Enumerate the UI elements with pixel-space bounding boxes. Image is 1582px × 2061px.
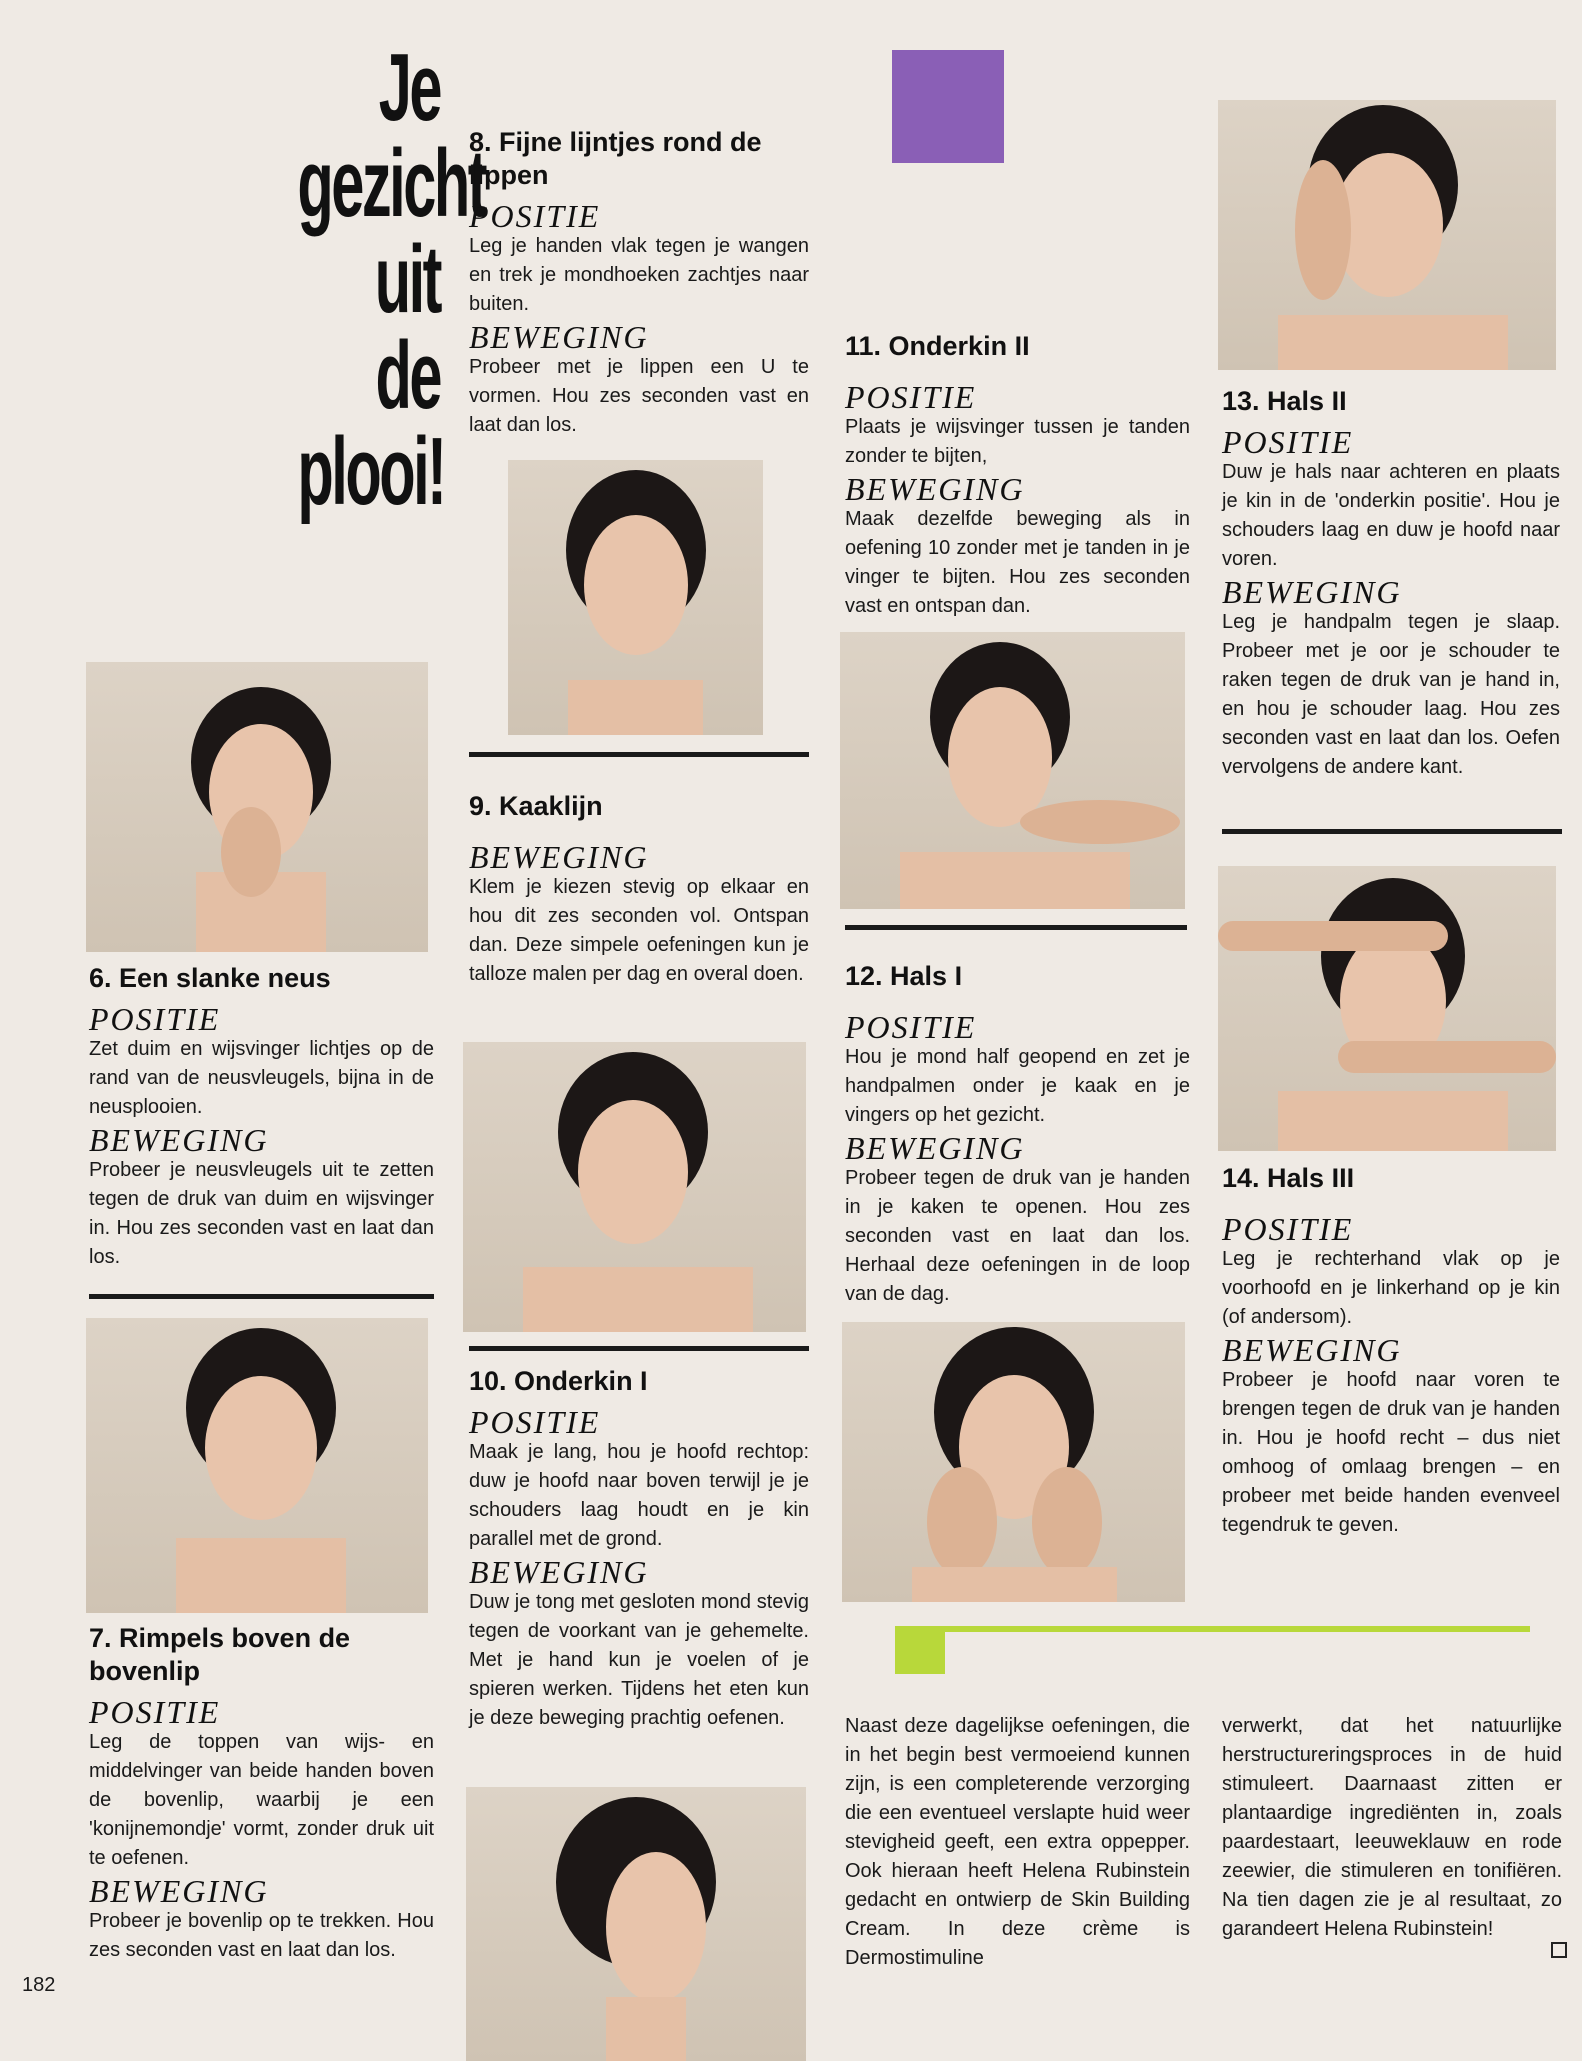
lime-accent-bar <box>895 1626 1530 1632</box>
closing-text-col2 <box>1222 1712 1562 1944</box>
divider <box>469 752 809 757</box>
movement-text: Probeer tegen de druk van je handen in je kaken te openen. Hou zes seconden vast en laat dan los. Herhaal deze oefeningen in de loop van de dag. <box>845 1167 1190 1305</box>
movement-text: Duw je tong met gesloten mond stevig tegen de voorkant van je gehemelte. Met je hand kun je voelen of je spieren werken. Tijdens het eten kun je deze beweging prachtig oefenen. <box>469 1591 809 1729</box>
position-text: Leg je rechterhand vlak op je voorhoofd en je linkerhand op je kin (of andersom). <box>1222 1248 1560 1328</box>
exercise-title: 6. Een slanke neus <box>89 963 331 993</box>
exercise-title: 9. Kaaklijn <box>469 791 603 821</box>
closing-paragraph: verwerkt, dat het natuurlijke herstructureringsproces in de huid stimuleert. Daarnaast zitten er plantaardige ingrediënten in, zoals paardestaart, leeuweklauw en rode zeewier, die stimuleren en tonifiëren. Na tien dagen zie je al resultaat, zo garandeert Helena Rubinstein! <box>1222 1715 1562 1940</box>
divider <box>1222 829 1562 834</box>
position-label: POSITIE <box>1222 1211 1354 1247</box>
position-label: POSITIE <box>1222 424 1354 460</box>
title-line: Je <box>378 34 440 141</box>
divider <box>89 1294 434 1299</box>
movement-label: BEWEGING <box>845 1130 1025 1166</box>
movement-label: BEWEGING <box>469 319 649 355</box>
position-text: Hou je mond half geopend en zet je handpalmen onder je kaak en je vingers op het gezicht. <box>845 1046 1190 1126</box>
exercise-title: 14. Hals III <box>1222 1163 1355 1193</box>
photo-exercise-10 <box>466 1787 806 2061</box>
exercise-9 <box>469 790 809 989</box>
page-title <box>297 34 486 525</box>
photo-exercise-14 <box>1218 866 1556 1151</box>
movement-text: Maak dezelfde beweging als in oefening 10 zonder met je tanden in je vinger te bijten. Hou zes seconden vast en ontspan dan. <box>845 508 1190 617</box>
photo-exercise-11 <box>840 632 1185 909</box>
movement-label: BEWEGING <box>469 839 649 875</box>
divider <box>845 925 1187 930</box>
exercise-13 <box>1222 385 1560 782</box>
exercise-7 <box>89 1622 434 1965</box>
page-number: 182 <box>22 1974 56 1996</box>
divider <box>469 1346 809 1351</box>
photo-exercise-6 <box>86 662 428 952</box>
lime-accent-square <box>895 1632 945 1674</box>
movement-label: BEWEGING <box>1222 1332 1402 1368</box>
title-line: gezicht <box>297 130 486 237</box>
photo-exercise-7 <box>86 1318 428 1613</box>
exercise-10 <box>469 1365 809 1733</box>
movement-text: Probeer je neusvleugels uit te zetten tegen de druk van duim en wijsvinger in. Hou zes seconden vast en laat dan los. <box>89 1159 434 1268</box>
movement-text: Probeer je hoofd naar voren te brengen tegen de druk van je handen in. Hou je hoofd recht – dus niet omhoog of omlaag brengen – en probeer met beide handen evenveel tegendruk te geven. <box>1222 1369 1560 1536</box>
movement-label: BEWEGING <box>89 1122 269 1158</box>
movement-label: BEWEGING <box>1222 574 1402 610</box>
photo-exercise-9 <box>463 1042 806 1332</box>
exercise-title: 7. Rimpels boven de bovenlip <box>89 1623 351 1686</box>
position-text: Zet duim en wijsvinger lichtjes op de rand van de neusvleugels, bijna in de neusplooien. <box>89 1038 434 1118</box>
movement-text: Probeer met je lippen een U te vormen. Hou zes seconden vast en laat dan los. <box>469 356 809 436</box>
exercise-title: 12. Hals I <box>845 961 963 991</box>
movement-text: Probeer je bovenlip op te trekken. Hou zes seconden vast en laat dan los. <box>89 1910 434 1961</box>
exercise-8 <box>469 126 809 440</box>
exercise-14 <box>1222 1162 1560 1540</box>
photo-exercise-8 <box>508 460 763 735</box>
exercise-11 <box>845 330 1190 621</box>
movement-label: BEWEGING <box>469 1554 649 1590</box>
movement-label: BEWEGING <box>89 1873 269 1909</box>
position-label: POSITIE <box>469 198 601 234</box>
movement-label: BEWEGING <box>845 471 1025 507</box>
exercise-6 <box>89 962 434 1272</box>
exercise-title: 10. Onderkin I <box>469 1366 648 1396</box>
exercise-title: 13. Hals II <box>1222 386 1347 416</box>
position-text: Leg de toppen van wijs- en middelvinger van beide handen boven de bovenlip, waarbij je een 'konijnemondje' vormt, zonder druk uit te oefenen. <box>89 1731 434 1869</box>
photo-exercise-13 <box>1218 100 1556 370</box>
position-text: Duw je hals naar achteren en plaats je kin in de 'onderkin positie'. Hou je schouders laag en duw je hoofd naar voren. <box>1222 461 1560 570</box>
exercise-12 <box>845 960 1190 1309</box>
position-text: Maak je lang, hou je hoofd rechtop: duw je hoofd naar boven terwijl je je schouders laag houdt en je kin parallel met de grond. <box>469 1441 809 1550</box>
position-text: Plaats je wijsvinger tussen je tanden zonder te bijten, <box>845 416 1190 467</box>
purple-accent-square <box>892 50 1004 163</box>
position-label: POSITIE <box>469 1404 601 1440</box>
position-text: Leg je handen vlak tegen je wangen en trek je mondhoeken zachtjes naar buiten. <box>469 235 809 315</box>
movement-text: Klem je kiezen stevig op elkaar en hou dit zes seconden vol. Ontspan dan. Deze simpele oefeningen kun je talloze malen per dag en overal doen. <box>469 876 809 985</box>
exercise-title: 8. Fijne lijntjes rond de lippen <box>469 127 762 190</box>
closing-text-col1 <box>845 1712 1190 1973</box>
closing-paragraph: Naast deze dagelijkse oefeningen, die in het begin best vermoeiend kunnen zijn, is een completerende verzorging die een eventueel verslapte huid weer stevigheid geeft, een extra oppepper. Ook hieraan heeft Helena Rubinstein gedacht en ontwierp de Skin Building Cream. In deze crème is Dermostimuline <box>845 1715 1190 1969</box>
position-label: POSITIE <box>89 1694 221 1730</box>
position-label: POSITIE <box>845 1009 977 1045</box>
movement-text: Leg je handpalm tegen je slaap. Probeer met je oor je schouder te raken tegen de druk van je hand in, en hou je schouder laag. Hou zes seconden vast en laat dan los. Oefen vervolgens de andere kant. <box>1222 611 1560 778</box>
position-label: POSITIE <box>845 379 977 415</box>
title-line: plooi! <box>297 418 445 525</box>
position-label: POSITIE <box>89 1001 221 1037</box>
title-line: uit de <box>374 226 440 429</box>
exercise-title: 11. Onderkin II <box>845 331 1030 361</box>
end-mark-icon <box>1551 1942 1567 1958</box>
photo-exercise-12 <box>842 1322 1185 1602</box>
